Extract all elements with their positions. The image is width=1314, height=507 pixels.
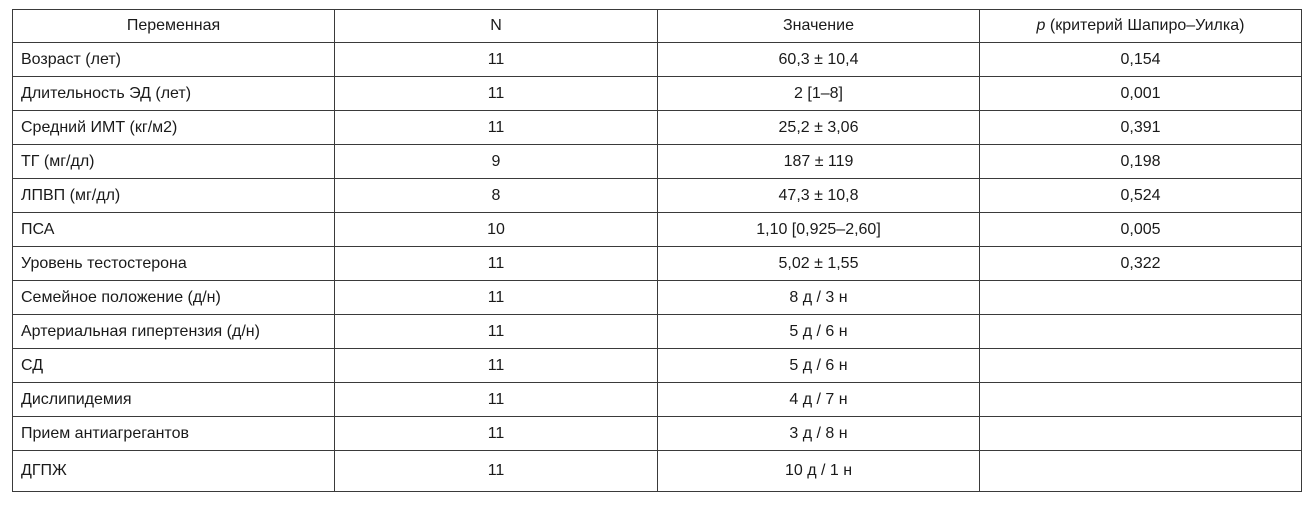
cell-p: 0,198 (980, 145, 1302, 179)
table-row (13, 77, 1302, 111)
cell-p: 0,005 (980, 213, 1302, 247)
cell-p: 0,322 (980, 247, 1302, 281)
cell-p: 0,001 (980, 77, 1302, 111)
table-row (13, 315, 1302, 349)
header-p-label: (критерий Шапиро–Уилка) (1045, 17, 1245, 34)
table-row (13, 247, 1302, 281)
table-row (13, 349, 1302, 383)
header-n: N (335, 10, 658, 43)
cell-p: 0,524 (980, 179, 1302, 213)
cell-variable: Прием антиагрегантов (13, 417, 335, 451)
cell-n: 11 (335, 281, 658, 315)
cell-value: 1,10 [0,925–2,60] (658, 213, 980, 247)
cell-variable: Дислипидемия (13, 383, 335, 417)
cell-value: 5 д / 6 н (658, 315, 980, 349)
cell-n: 11 (335, 77, 658, 111)
cell-value: 2 [1–8] (658, 77, 980, 111)
table-row (13, 451, 1302, 492)
table-row (13, 43, 1302, 77)
cell-value: 25,2 ± 3,06 (658, 111, 980, 145)
cell-value: 4 д / 7 н (658, 383, 980, 417)
table-body (13, 43, 1302, 492)
cell-n: 11 (335, 383, 658, 417)
cell-p: 0,391 (980, 111, 1302, 145)
cell-n: 11 (335, 247, 658, 281)
cell-n: 9 (335, 145, 658, 179)
cell-variable: ТГ (мг/дл) (13, 145, 335, 179)
cell-variable: Возраст (лет) (13, 43, 335, 77)
header-variable: Переменная (13, 10, 335, 43)
cell-n: 11 (335, 349, 658, 383)
header-p-symbol: p (1036, 17, 1046, 34)
cell-variable: ДГПЖ (13, 451, 335, 492)
cell-variable: Длительность ЭД (лет) (13, 77, 335, 111)
table-row (13, 145, 1302, 179)
cell-p (980, 349, 1302, 383)
table-row (13, 383, 1302, 417)
cell-value: 10 д / 1 н (658, 451, 980, 492)
table-row (13, 179, 1302, 213)
cell-value: 3 д / 8 н (658, 417, 980, 451)
cell-n: 10 (335, 213, 658, 247)
table-header-row (13, 10, 1302, 43)
cell-value: 60,3 ± 10,4 (658, 43, 980, 77)
cell-p (980, 315, 1302, 349)
table-row (13, 213, 1302, 247)
cell-variable: Уровень тестостерона (13, 247, 335, 281)
header-p (980, 10, 1302, 43)
cell-n: 11 (335, 315, 658, 349)
cell-variable: ПСА (13, 213, 335, 247)
cell-variable: Семейное положение (д/н) (13, 281, 335, 315)
cell-variable: Средний ИМТ (кг/м2) (13, 111, 335, 145)
header-value: Значение (658, 10, 980, 43)
cell-value: 5,02 ± 1,55 (658, 247, 980, 281)
cell-n: 11 (335, 111, 658, 145)
cell-value: 5 д / 6 н (658, 349, 980, 383)
cell-variable: СД (13, 349, 335, 383)
cell-value: 187 ± 119 (658, 145, 980, 179)
cell-value: 47,3 ± 10,8 (658, 179, 980, 213)
cell-n: 8 (335, 179, 658, 213)
cell-variable: ЛПВП (мг/дл) (13, 179, 335, 213)
data-table (12, 9, 1302, 492)
table-row (13, 281, 1302, 315)
table-row (13, 111, 1302, 145)
cell-p (980, 383, 1302, 417)
cell-value: 8 д / 3 н (658, 281, 980, 315)
table-row (13, 417, 1302, 451)
cell-p (980, 451, 1302, 492)
cell-n: 11 (335, 43, 658, 77)
cell-n: 11 (335, 417, 658, 451)
cell-n: 11 (335, 451, 658, 492)
cell-variable: Артериальная гипертензия (д/н) (13, 315, 335, 349)
cell-p: 0,154 (980, 43, 1302, 77)
cell-p (980, 281, 1302, 315)
cell-p (980, 417, 1302, 451)
